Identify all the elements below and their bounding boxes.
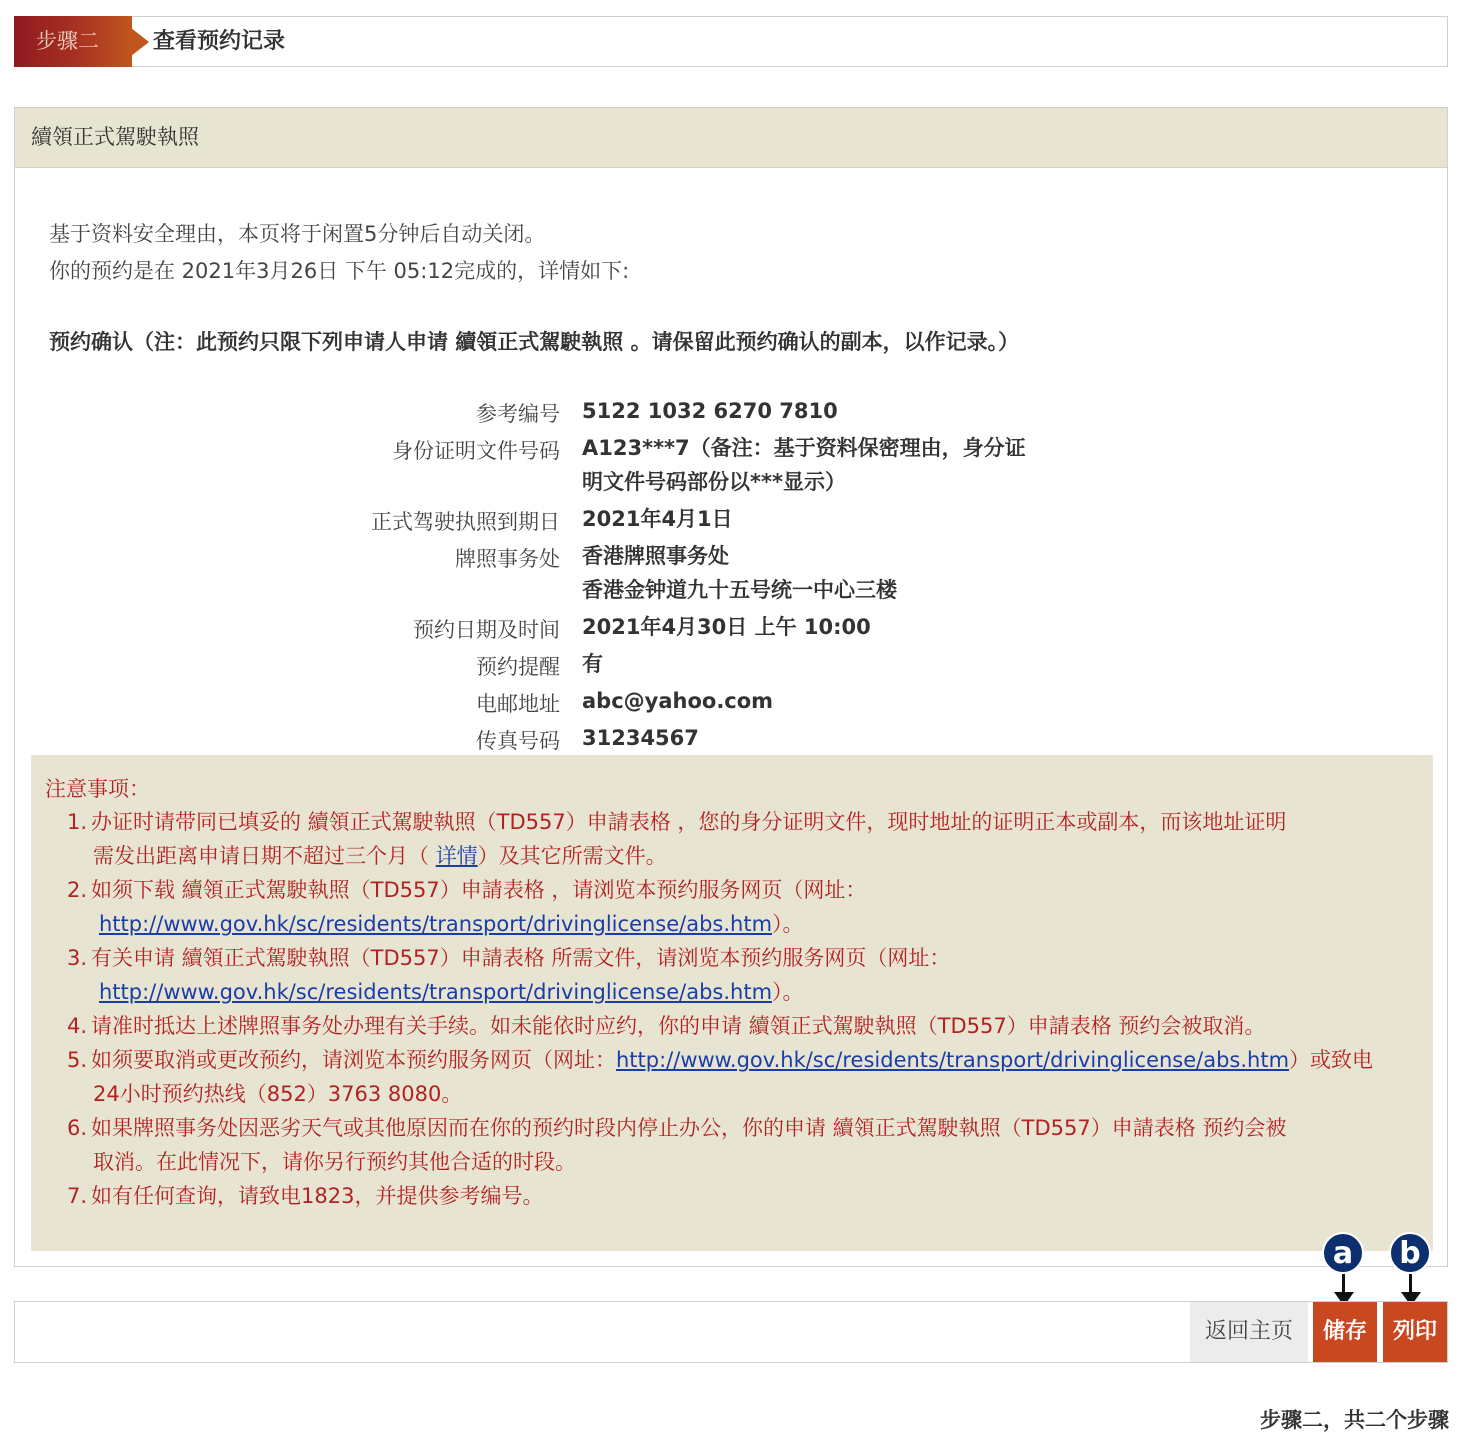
print-button[interactable]: 列印 [1383, 1302, 1447, 1362]
detail-value-reminder: 有 [582, 652, 603, 676]
abs-url-link[interactable]: http://www.gov.hk/sc/residents/transport/drivinglicense/abs.htm [99, 980, 773, 1004]
note-item: 5. 如须要取消或更改预约，请浏览本预约服务网页（网址：http://www.gov.hk/sc/residents/transport/drivinglicense/abs.htm）或致电 24小时预约热线（852）3763 8080。 [67, 1048, 1374, 1106]
note-item: 7. 如有任何查询，请致电1823，并提供参考编号。 [67, 1184, 544, 1208]
notes-box [31, 755, 1433, 1251]
note-item: 1. 办证时请带同已填妥的 續領正式駕駛執照（TD557）申請表格 ，您的身分证明文件，现时地址的证明正本或副本，而该地址证明 需发出距离申请日期不超过三个月（ 详情）及其它所需文件。 [67, 810, 1287, 868]
bottom-toolbar [14, 1301, 1448, 1363]
save-button[interactable]: 储存 [1313, 1302, 1377, 1362]
detail-value-fax: 31234567 [582, 726, 699, 750]
notes-title: 注意事项： [45, 777, 150, 801]
detail-value-id-note: 明文件号码部份以***显示） [582, 470, 846, 494]
detail-value-datetime: 2021年4月30日 上午 10:00 [582, 615, 871, 639]
detail-label-fax: 传真号码 [476, 729, 560, 753]
detail-value-office: 香港牌照事务处 [582, 544, 729, 568]
abs-url-link[interactable]: http://www.gov.hk/sc/residents/transport/drivinglicense/abs.htm [616, 1048, 1290, 1072]
page-title: 查看预约记录 [153, 29, 286, 54]
confirmation-heading: 预约确认（注：此预约只限下列申请人申请 續領正式駕駛執照 。请保留此预约确认的副本，以作记录。） [49, 330, 1020, 354]
step-header [14, 16, 1448, 67]
detail-label-reference: 参考编号 [476, 402, 560, 426]
details-link[interactable]: 详情 [435, 844, 478, 868]
detail-value-reference: 5122 1032 6270 7810 [582, 399, 838, 423]
detail-label-datetime: 预约日期及时间 [413, 618, 560, 642]
detail-label-reminder: 预约提醒 [476, 655, 560, 679]
step-count: 步骤二，共二个步骤 [1260, 1408, 1449, 1432]
detail-value-id: A123***7（备注：基于资料保密理由，身分证 [582, 436, 1026, 460]
abs-url-link[interactable]: http://www.gov.hk/sc/residents/transport/drivinglicense/abs.htm [99, 912, 773, 936]
note-item: 3. 有关申请 續領正式駕駛執照（TD557）申請表格 所需文件，请浏览本预约服务网页（网址： http://www.gov.hk/sc/residents/transport/drivinglicense/abs.htm）。 [67, 946, 951, 1004]
note-item: 4. 请准时抵达上述牌照事务处办理有关手续。如未能依时应约，你的申请 續領正式駕駛執照（TD557）申請表格 预约会被取消。 [67, 1014, 1266, 1038]
detail-value-expiry: 2021年4月1日 [582, 507, 733, 531]
home-button[interactable]: 返回主页 [1190, 1302, 1308, 1362]
callout-b-badge: b [1389, 1232, 1431, 1274]
step-badge: 步骤二 [14, 16, 132, 67]
security-notice: 基于资料安全理由，本页将于闲置5分钟后自动关闭。 [49, 222, 546, 246]
completed-notice: 你的预约是在 2021年3月26日 下午 05:12完成的，详情如下: [49, 259, 630, 283]
detail-label-office: 牌照事务处 [455, 547, 560, 571]
detail-value-email: abc@yahoo.com [582, 689, 774, 713]
callout-a-badge: a [1322, 1232, 1364, 1274]
detail-label-expiry: 正式驾驶执照到期日 [371, 510, 560, 534]
detail-label-id: 身份证明文件号码 [392, 439, 560, 463]
detail-label-email: 电邮地址 [476, 692, 560, 716]
note-item: 2. 如须下载 續領正式駕駛執照（TD557）申請表格 ，请浏览本预约服务网页（网址： http://www.gov.hk/sc/residents/transport/drivinglicense/abs.htm）。 [67, 878, 867, 936]
detail-value-office-address: 香港金钟道九十五号统一中心三楼 [582, 578, 897, 602]
panel-heading: 續領正式駕駛執照 [15, 108, 1447, 168]
step-arrow-icon [131, 28, 149, 56]
note-item: 6. 如果牌照事务处因恶劣天气或其他原因而在你的预约时段内停止办公，你的申请 續領正式駕駛執照（TD557）申請表格 预约会被 取消。在此情况下，请你另行预约其他合适的时段。 [67, 1116, 1287, 1174]
record-panel [14, 107, 1448, 1267]
